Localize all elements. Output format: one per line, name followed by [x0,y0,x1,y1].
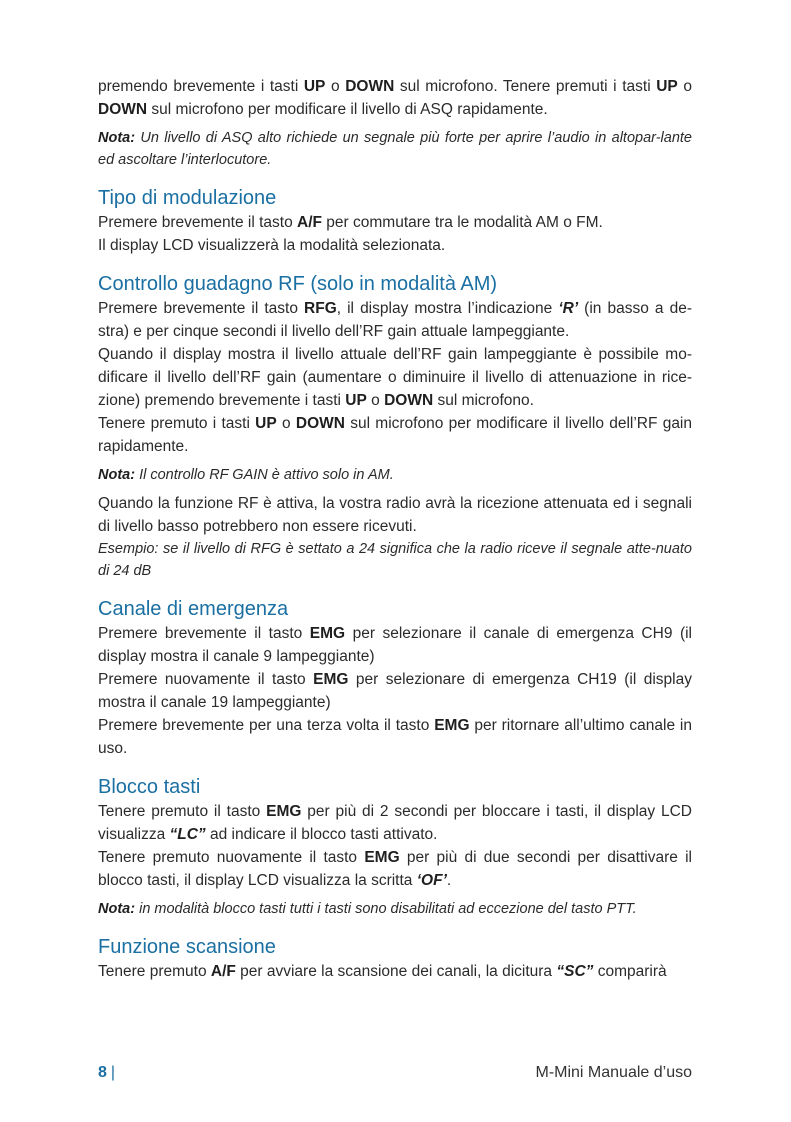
heading-rf-gain: Controllo guadagno RF (solo in modalità AM) [98,273,498,295]
emergency-paragraph-3: Premere brevemente per una terza volta il tasto EMG per ritornare all’ultimo canale in uso. [98,717,692,757]
rf-gain-note: Nota: Il controllo RF GAIN è attivo solo in AM. [98,467,394,483]
modulation-paragraph: Premere brevemente il tasto A/F per commutare tra le modalità AM o FM. Il display LCD visualizzerà la modalità selezionata. [98,214,603,254]
heading-scan: Funzione scansione [98,936,276,958]
rf-gain-paragraph-4: Quando la funzione RF è attiva, la vostra radio avrà la ricezione attenuata ed i segnali di livello basso potrebbero non essere ricevuti. [98,495,692,535]
rf-gain-paragraph-2: Quando il display mostra il livello attuale dell’RF gain lampeggiante è possibile mo-dificare il livello dell’RF gain (aumentare o diminuire il livello di attenuazione in rice-zione) premendo brevemente i tasti UP o DOWN sul microfono. [98,346,692,409]
scan-paragraph: Tenere premuto A/F per avviare la scansione dei canali, la dicitura “SC” comparirà [98,963,667,980]
footer-separator: | [110,1064,116,1081]
lock-paragraph-2: Tenere premuto nuovamente il tasto EMG per più di due secondi per disattivare il blocco tasti, il display LCD visualizza la scritta ‘OF’. [98,849,692,889]
heading-emergency: Canale di emergenza [98,598,289,620]
lock-paragraph-1: Tenere premuto il tasto EMG per più di 2 secondi per bloccare i tasti, il display LCD visualizza “LC” ad indicare il blocco tasti attivato. [98,803,692,843]
manual-title: M-Mini Manuale d’uso [535,1064,692,1081]
emergency-paragraph-1: Premere brevemente il tasto EMG per selezionare il canale di emergenza CH9 (il display mostra il canale 9 lampeggiante) [98,625,692,665]
intro-paragraph: premendo brevemente i tasti UP o DOWN sul microfono. Tenere premuti i tasti UP o DOWN sul microfono per modificare il livello di ASQ rapidamente. [98,78,692,118]
lock-note: Nota: in modalità blocco tasti tutti i tasti sono disabilitati ad eccezione del tasto PTT. [98,901,637,917]
heading-modulation: Tipo di modulazione [98,187,277,209]
intro-note: Nota: Un livello di ASQ alto richiede un segnale più forte per aprire l’audio in altopar-lante ed ascoltare l’interlocutore. [98,130,692,168]
page-content [98,75,692,983]
page-footer [98,1064,692,1090]
rf-gain-paragraph-3: Tenere premuto i tasti UP o DOWN sul microfono per modificare il livello dell’RF gain rapidamente. [98,415,692,455]
page-number: 8 | [98,1064,116,1081]
heading-key-lock: Blocco tasti [98,776,201,798]
emergency-paragraph-2: Premere nuovamente il tasto EMG per selezionare di emergenza CH19 (il display mostra il canale 19 lampeggiante) [98,671,692,711]
rf-gain-example: Esempio: se il livello di RFG è settato a 24 significa che la radio riceve il segnale atte-nuato di 24 dB [98,541,692,579]
rf-gain-paragraph-1: Premere brevemente il tasto RFG, il display mostra l’indicazione ‘R’ (in basso a de-stra) e per cinque secondi il livello dell’RF gain attuale lampeggiante. [98,300,692,340]
